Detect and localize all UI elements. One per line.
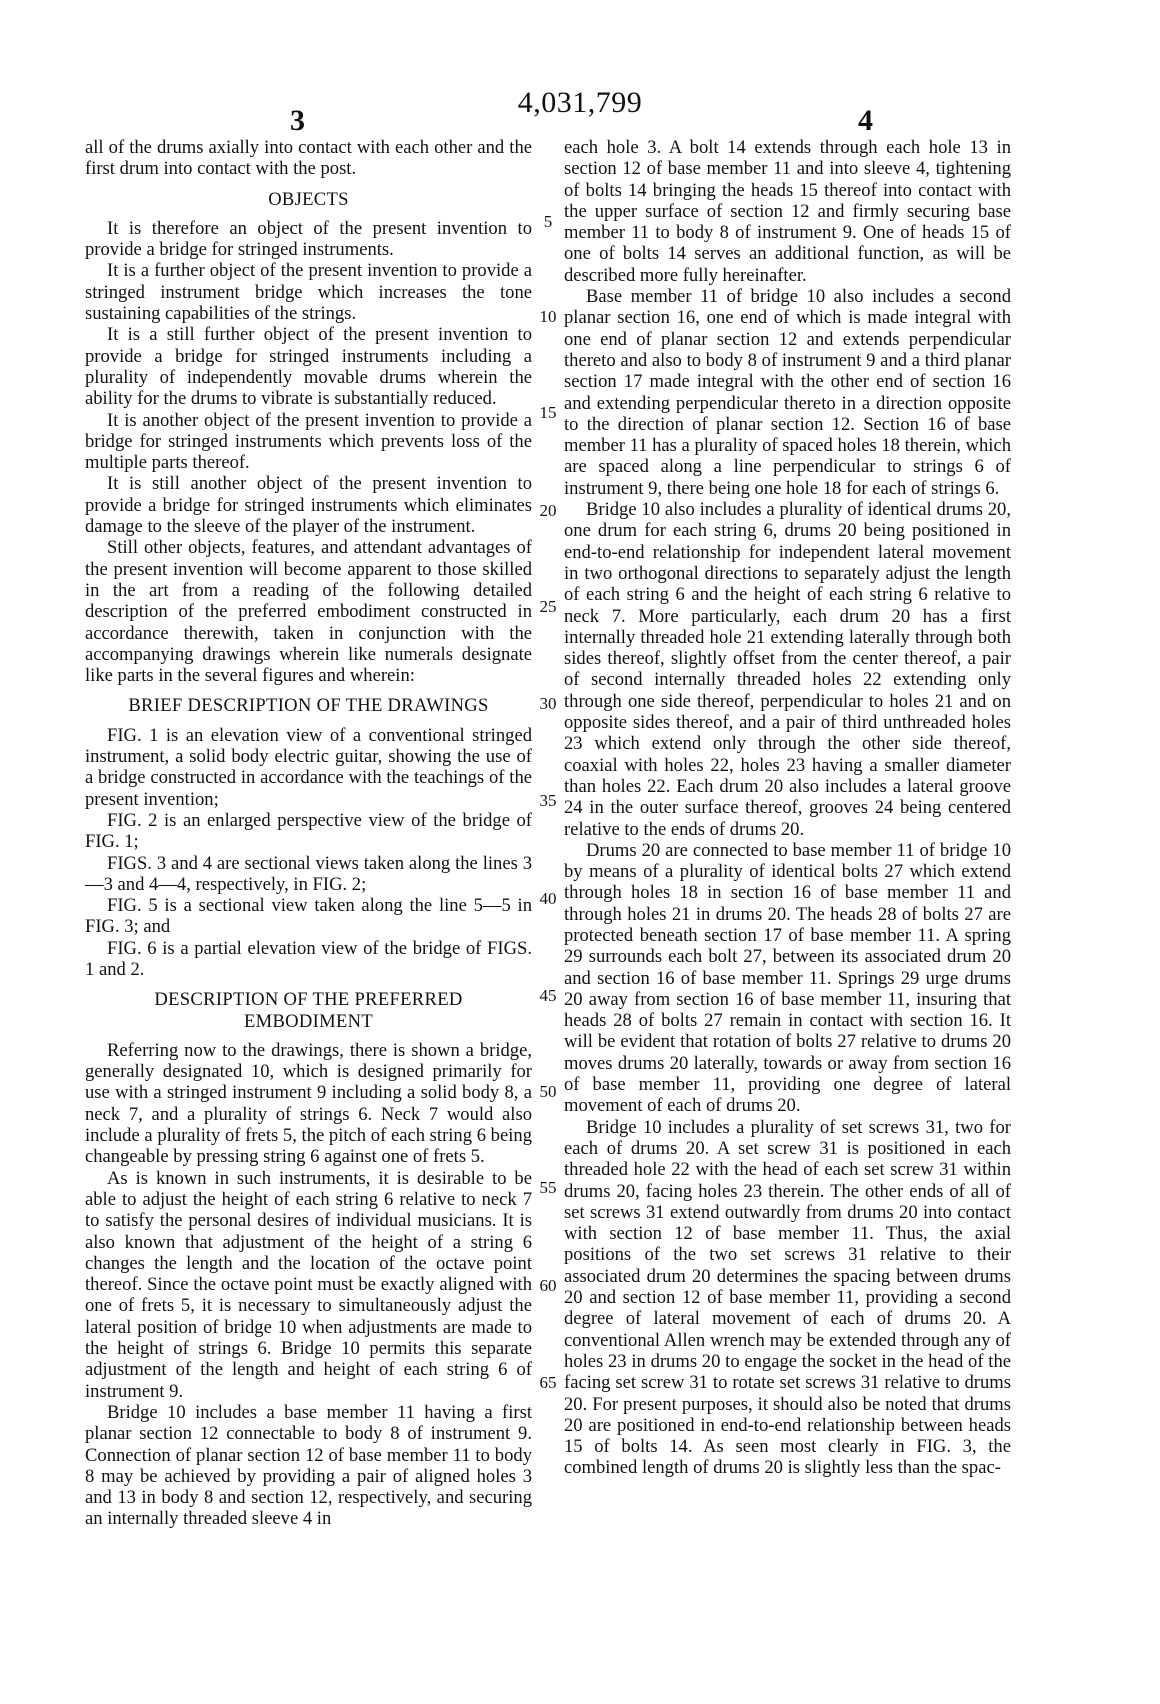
paragraph: Base member 11 of bridge 10 also includes a second planar section 16, one end of which is made integral with one end of planar section 12 and extends perpendicular thereto and also to body 8 of instrument 9 and a third planar section 17 made integral with the other end of section 16 and extending perpendicular thereto in a direction opposite to the direction of planar section 12. Section 16 of base member 11 has a plurality of spaced holes 18 therein, which are spaced along a line perpendicular to strings 6 of instrument 9, there being one hole 18 for each of strings 6.: [564, 286, 1011, 499]
paragraph: Still other objects, features, and attendant advantages of the present invention will become apparent to those skilled in the art from a reading of the following detailed description of the preferred embodiment constructed in accordance therewith, taken in conjunction with the accompanying drawings wherein like numerals designate like parts in the several figures and wherein:: [85, 537, 532, 687]
figure-description: FIG. 5 is a sectional view taken along the line 5—5 in FIG. 3; and: [85, 895, 532, 938]
paragraph: It is another object of the present invention to provide a bridge for stringed instruments which prevents loss of the multiple parts thereof.: [85, 409, 532, 474]
page-number-left: 3: [290, 104, 305, 137]
line-number: 35: [539, 791, 557, 810]
paragraph: It is therefore an object of the present invention to provide a bridge for stringed instruments.: [85, 217, 532, 261]
line-number: 25: [539, 597, 557, 616]
paragraph: each hole 3. A bolt 14 extends through each hole 13 in section 12 of base member 11 and into sleeve 4, tightening of bolts 14 bringing the heads 15 thereof into contact with the upper surface of section 12 and firmly securing base member 11 to body 8 of instrument 9. One of heads 15 of one of bolts 14 serves an additional function, as will be described more fully hereinafter.: [564, 137, 1011, 286]
line-number: 20: [539, 501, 557, 520]
line-number: 30: [539, 694, 557, 713]
section-heading-brief-description: BRIEF DESCRIPTION OF THE DRAWINGS: [128, 695, 489, 717]
paragraph: Bridge 10 includes a plurality of set screws 31, two for each of drums 20. A set screw 31 is positioned in each threaded hole 22 with the head of each set screw 31 within drums 20, facing holes 23 therein. The other ends of all of set screws 31 extend outwardly from drums 20 into contact with section 12 of base member 11. Thus, the axial positions of the two set screws 31 relative to their associated drum 20 determines the spacing between drums 20 and section 12 of base member 11, providing a second degree of lateral movement of each of drums 20. A conventional Allen wrench may be extended through any of holes 23 in drums 20 to engage the socket in the head of the facing set screw 31 to rotate set screws 31 relative to drums 20. For present purposes, it should also be noted that drums 20 are positioned in end-to-end relationship between heads 15 of bolts 14. As seen most clearly in FIG. 3, the combined length of drums 20 is slightly less than the spac-: [564, 1116, 1011, 1479]
line-number: 45: [539, 986, 557, 1005]
line-number-gutter: [532, 137, 564, 1537]
paragraph: Referring now to the drawings, there is shown a bridge, generally designated 10, which is designed primarily for use with a stringed instrument 9 including a solid body 8, a neck 7, and a plurality of strings 6. Neck 7 would also include a plurality of frets 5, the pitch of each string 6 being changeable by pressing string 6 against one of frets 5.: [85, 1039, 532, 1168]
page-number-right: 4: [858, 104, 873, 137]
paragraph: It is a still further object of the present invention to provide a bridge for stringed instruments including a plurality of independently movable drums wherein the ability for the drums to vibrate is substantially reduced.: [85, 324, 532, 410]
paragraph: Drums 20 are connected to base member 11 of bridge 10 by means of a plurality of identical bolts 27 which extend through holes 18 in section 16 of base member 11 and through holes 21 in drums 20. The heads 28 of bolts 27 are protected beneath section 17 of base member 11. A spring 29 surrounds each bolt 27, between its associated drum 20 and section 16 of base member 11. Springs 29 urge drums 20 away from section 16 of base member 11, insuring that heads 28 of bolts 27 remain in contact with section 16. It will be evident that rotation of bolts 27 relative to drums 20 moves drums 20 laterally, towards or away from section 16 of base member 11, providing one degree of lateral movement of each of drums 20.: [564, 839, 1011, 1117]
section-heading-description-line2: EMBODIMENT: [243, 1010, 374, 1032]
figure-description: FIG. 1 is an elevation view of a conventional stringed instrument, a solid body electric guitar, showing the use of a bridge constructed in accordance with the teachings of the present invention;: [85, 724, 532, 810]
paragraph: Bridge 10 includes a base member 11 having a first planar section 12 connectable to body 8 of instrument 9. Connection of planar section 12 of base member 11 to body 8 may be achieved by providing a pair of aligned holes 3 and 13 in body 8 and section 12, respectively, and securing an internally threaded sleeve 4 in: [85, 1401, 532, 1530]
figure-description: FIG. 6 is a partial elevation view of the bridge of FIGS. 1 and 2.: [85, 937, 532, 980]
line-number: 60: [539, 1276, 557, 1295]
right-column: [564, 137, 1011, 1479]
patent-number: 4,031,799: [517, 86, 643, 119]
line-number: 5: [543, 212, 553, 231]
figure-description: FIG. 2 is an enlarged perspective view of the bridge of FIG. 1;: [85, 809, 532, 853]
section-heading-description-line1: DESCRIPTION OF THE PREFERRED: [154, 989, 463, 1011]
left-column: [85, 137, 532, 1530]
line-number: 10: [539, 307, 557, 326]
paragraph: It is a further object of the present invention to provide a stringed instrument bridge which increases the tone sustaining capabilities of the strings.: [85, 260, 532, 325]
paragraph: It is still another object of the present invention to provide a bridge for stringed instruments which eliminates damage to the sleeve of the player of the instrument.: [85, 473, 532, 538]
figure-description: FIGS. 3 and 4 are sectional views taken along the lines 3—3 and 4—4, respectively, in FIG. 2;: [85, 852, 532, 895]
line-number: 55: [539, 1178, 557, 1197]
line-number: 50: [539, 1082, 557, 1101]
paragraph: all of the drums axially into contact with each other and the first drum into contact with the post.: [85, 137, 532, 180]
paragraph: Bridge 10 also includes a plurality of identical drums 20, one drum for each string 6, drums 20 being positioned in end-to-end relationship for independent lateral movement in two orthogonal directions to separately adjust the length of each string 6 and the height of each string 6 relative to neck 7. More particularly, each drum 20 has a first internally threaded hole 21 extending laterally through both sides thereof, slightly offset from the center thereof, a pair of second internally threaded holes 22 extending only through one side thereof, perpendicular to holes 21 and on opposite sides thereof, and a pair of third unthreaded holes 23 which extend only through the other side thereof, coaxial with holes 22, holes 23 having a smaller diameter than holes 22. Each drum 20 also includes a lateral groove 24 in the outer surface thereof, grooves 24 being centered relative to the ends of drums 20.: [564, 499, 1011, 840]
paragraph: As is known in such instruments, it is desirable to be able to adjust the height of each string 6 relative to neck 7 to satisfy the personal desires of individual musicians. It is also known that adjustment of the height of a string 6 changes the length and the location of the octave point thereof. Since the octave point must be exactly aligned with one of frets 5, it is necessary to simultaneously adjust the lateral position of bridge 10 when adjustments are made to the height of strings 6. Bridge 10 permits this separate adjustment of the length and height of each string 6 of instrument 9.: [85, 1167, 532, 1402]
line-number: 15: [539, 403, 557, 422]
line-number: 65: [539, 1373, 557, 1392]
section-heading-objects: OBJECTS: [268, 188, 349, 210]
line-number: 40: [539, 889, 557, 908]
